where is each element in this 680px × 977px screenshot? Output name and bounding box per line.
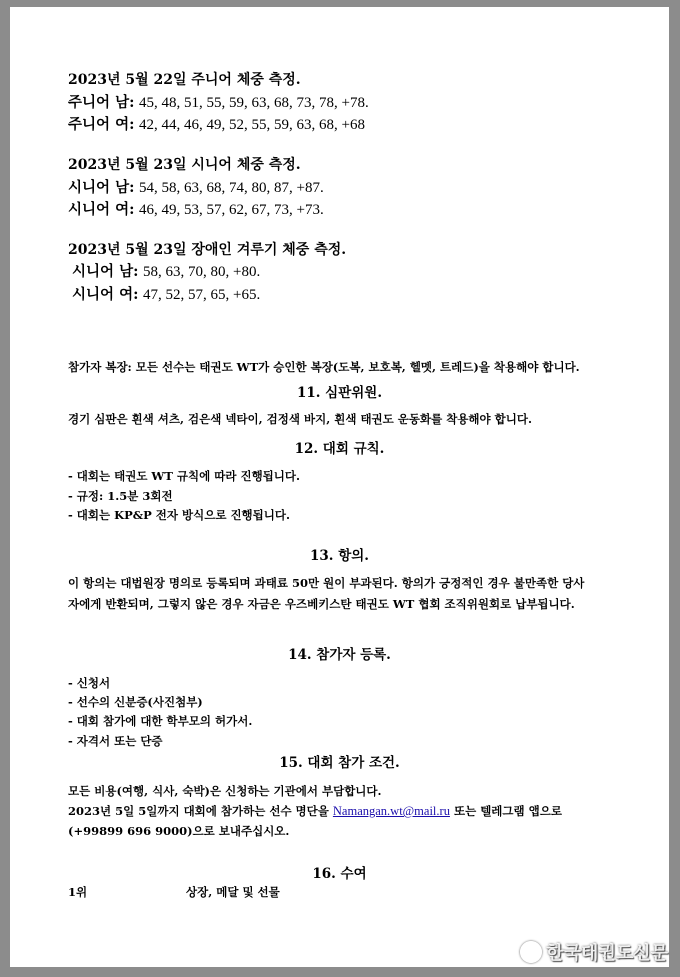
protest-line-2: 자에게 반환되며, 그렇지 않은 경우 자금은 우즈베키스탄 태권도 WT 협회 조직위원회로 납부됩니다. <box>68 597 575 611</box>
watermark-text: 한국태권도신문 <box>546 943 668 964</box>
junior-female-values: 42, 44, 46, 49, 52, 55, 59, 63, 68, +68 <box>139 117 366 133</box>
para-male-label: 시니어 남: <box>72 263 139 280</box>
watermark-logo-icon <box>520 941 542 963</box>
para-female-label: 시니어 여: <box>72 286 139 303</box>
senior-female-label: 시니어 여: <box>68 201 135 218</box>
registration-item: - 자격서 또는 단증 <box>68 734 163 748</box>
section-11-text: 경기 심판은 흰색 셔츠, 검은색 넥타이, 검정색 바지, 흰색 태권도 운동화를 착용해야 합니다. <box>68 412 532 426</box>
watermark <box>520 939 668 965</box>
conditions-line-3: (+99899 696 9000)으로 보내주십시오. <box>68 824 290 838</box>
junior-male-label: 주니어 남: <box>68 94 135 111</box>
senior-male-label: 시니어 남: <box>68 179 135 196</box>
email-link[interactable]: Namangan.wt@mail.ru <box>332 804 450 818</box>
junior-male-line <box>68 91 369 112</box>
junior-female-line <box>68 113 365 134</box>
senior-female-line <box>68 198 324 219</box>
para-male-line <box>72 260 260 281</box>
award-prize: 상장, 메달 및 선물 <box>186 885 280 899</box>
section-12-heading: 12. 대회 규칙. <box>294 441 385 457</box>
junior-male-values: 45, 48, 51, 55, 59, 63, 68, 73, 78, +78. <box>139 95 369 111</box>
section-13-heading: 13. 항의. <box>310 548 369 564</box>
para-female-line <box>72 283 260 304</box>
registration-item: - 대회 참가에 대한 학부모의 허가서. <box>68 714 253 728</box>
senior-male-line <box>68 176 324 197</box>
conditions-line-2 <box>68 803 562 819</box>
uniform-paragraph: 참가자 복장: 모든 선수는 태권도 WT가 승인한 복장(도복, 보호복, 헬멧, 트레드)을 착용해야 합니다. <box>68 360 580 374</box>
senior-male-values: 54, 58, 63, 68, 74, 80, 87, +87. <box>139 180 324 196</box>
conditions-line-2-pre: 2023년 5일 5일까지 대회에 참가하는 선수 명단을 <box>68 804 329 818</box>
junior-weigh-in-title: 2023년 5월 22일 주니어 체중 측정. <box>68 72 301 88</box>
junior-female-label: 주니어 여: <box>68 116 135 133</box>
award-rank: 1위 <box>68 885 88 899</box>
para-female-values: 47, 52, 57, 65, +65. <box>143 287 261 303</box>
protest-line-1: 이 항의는 대법원장 명의로 등록되며 과태료 50만 원이 부과된다. 항의가 긍정적인 경우 불만족한 당사 <box>68 576 585 590</box>
section-15-heading: 15. 대회 참가 조건. <box>279 755 400 771</box>
document-page <box>10 7 669 967</box>
registration-item: - 신청서 <box>68 676 111 690</box>
rules-item: - 대회는 KP&P 전자 방식으로 진행됩니다. <box>68 508 290 522</box>
para-male-values: 58, 63, 70, 80, +80. <box>143 264 261 280</box>
senior-weigh-in-title: 2023년 5월 23일 시니어 체중 측정. <box>68 157 301 173</box>
senior-female-values: 46, 49, 53, 57, 62, 67, 73, +73. <box>139 202 324 218</box>
conditions-line-1: 모든 비용(여행, 식사, 숙박)은 신청하는 기관에서 부담합니다. <box>68 784 382 798</box>
section-11-heading: 11. 심판위원. <box>296 385 383 401</box>
section-16-heading: 16. 수여 <box>312 866 367 882</box>
rules-item: - 대회는 태권도 WT 규칙에 따라 진행됩니다. <box>68 469 301 483</box>
conditions-line-2-post: 또는 텔레그램 앱으로 <box>453 804 562 818</box>
registration-item: - 선수의 신분증(사진첨부) <box>68 695 203 709</box>
rules-item: - 규정: 1.5분 3회전 <box>68 489 173 503</box>
para-weigh-in-title: 2023년 5월 23일 장애인 겨루기 체중 측정. <box>68 242 347 258</box>
section-14-heading: 14. 참가자 등록. <box>288 647 391 663</box>
